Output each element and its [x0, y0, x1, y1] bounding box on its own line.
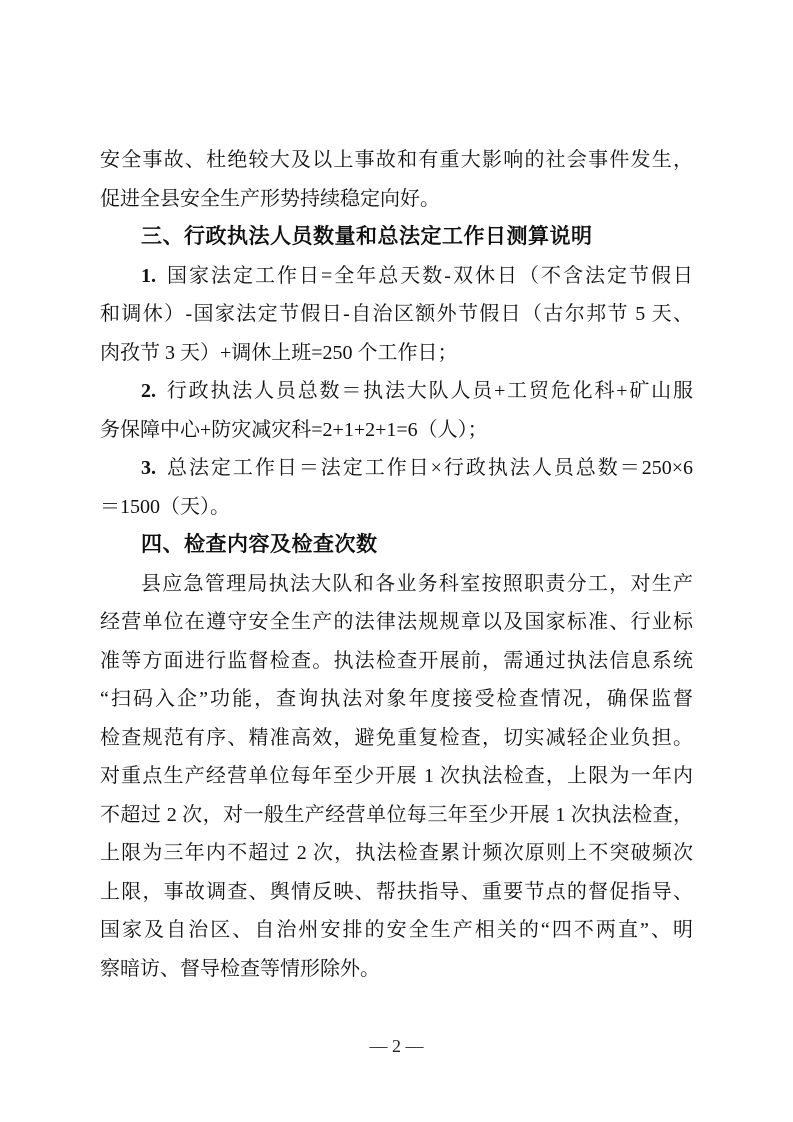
- section-heading-three: 三、行政执法人员数量和总法定工作日测算说明: [141, 225, 593, 248]
- body-text-line: 对重点生产经营单位每年至少开展 1 次执法检查，上限为一年内: [100, 765, 693, 787]
- list-item-line: [100, 257, 693, 296]
- body-text-line: ＝1500（天）。: [100, 495, 230, 518]
- body-text-line: 促进全县安全生产形势持续稳定向好。: [100, 187, 440, 210]
- body-text-line: 经营单位在遵守安全生产的法律法规规章以及国家标准、行业标: [100, 611, 693, 633]
- body-text-line: 安全事故、杜绝较大及以上事故和有重大影响的社会事件发生，: [100, 149, 693, 171]
- list-item-number: 1.: [141, 264, 156, 287]
- list-item-number: 2.: [141, 380, 156, 402]
- body-text-line: 上限，事故调查、舆情反映、帮扶指导、重要节点的督促指导、: [100, 880, 693, 903]
- body-text-line: 和调休）-国家法定节假日-自治区额外节假日（古尔邦节 5 天、: [100, 303, 693, 325]
- page-number: — 2 —: [369, 1036, 424, 1056]
- section-heading-four: 四、检查内容及检查次数: [141, 533, 378, 556]
- body-text-line: 总法定工作日＝法定工作日×行政执法人员总数＝250×6: [165, 457, 693, 479]
- body-text-line: 不超过 2 次，对一般生产经营单位每三年至少开展 1 次执法检查，: [100, 803, 693, 826]
- body-text-line: “扫码入企”功能，查询执法对象年度接受检查情况，确保监督: [100, 688, 693, 710]
- body-text-line: 察暗访、督导检查等情形除外。: [100, 957, 380, 980]
- body-text-line: 准等方面进行监督检查。执法检查开展前，需通过执法信息系统: [100, 649, 693, 672]
- body-text-line: 行政执法人员总数＝执法大队人员+工贸危化科+矿山服: [165, 380, 693, 402]
- body-text-line: 国家及自治区、自治州安排的安全生产相关的“四不两直”、明: [100, 919, 693, 941]
- body-text-line: 上限为三年内不超过 2 次，执法检查累计频次原则上不突破频次: [100, 842, 693, 864]
- list-item-line: [100, 372, 693, 411]
- list-item-number: 3.: [141, 457, 156, 479]
- body-text-line: 务保障中心+防灾减灾科=2+1+2+1=6（人）；: [100, 418, 488, 441]
- body-text-line: 县应急管理局执法大队和各业务科室按照职责分工，对生产: [141, 572, 693, 595]
- body-text-line: 国家法定工作日=全年总天数-双休日（不含法定节假日: [165, 264, 693, 287]
- body-text-line: 检查规范有序、精准高效，避免重复检查，切实减轻企业负担。: [100, 726, 693, 749]
- body-text-line: 肉孜节 3 天）+调休上班=250 个工作日；: [100, 341, 458, 364]
- page-footer: [0, 1035, 793, 1057]
- document-body: [100, 141, 693, 988]
- list-item-line: [100, 449, 693, 488]
